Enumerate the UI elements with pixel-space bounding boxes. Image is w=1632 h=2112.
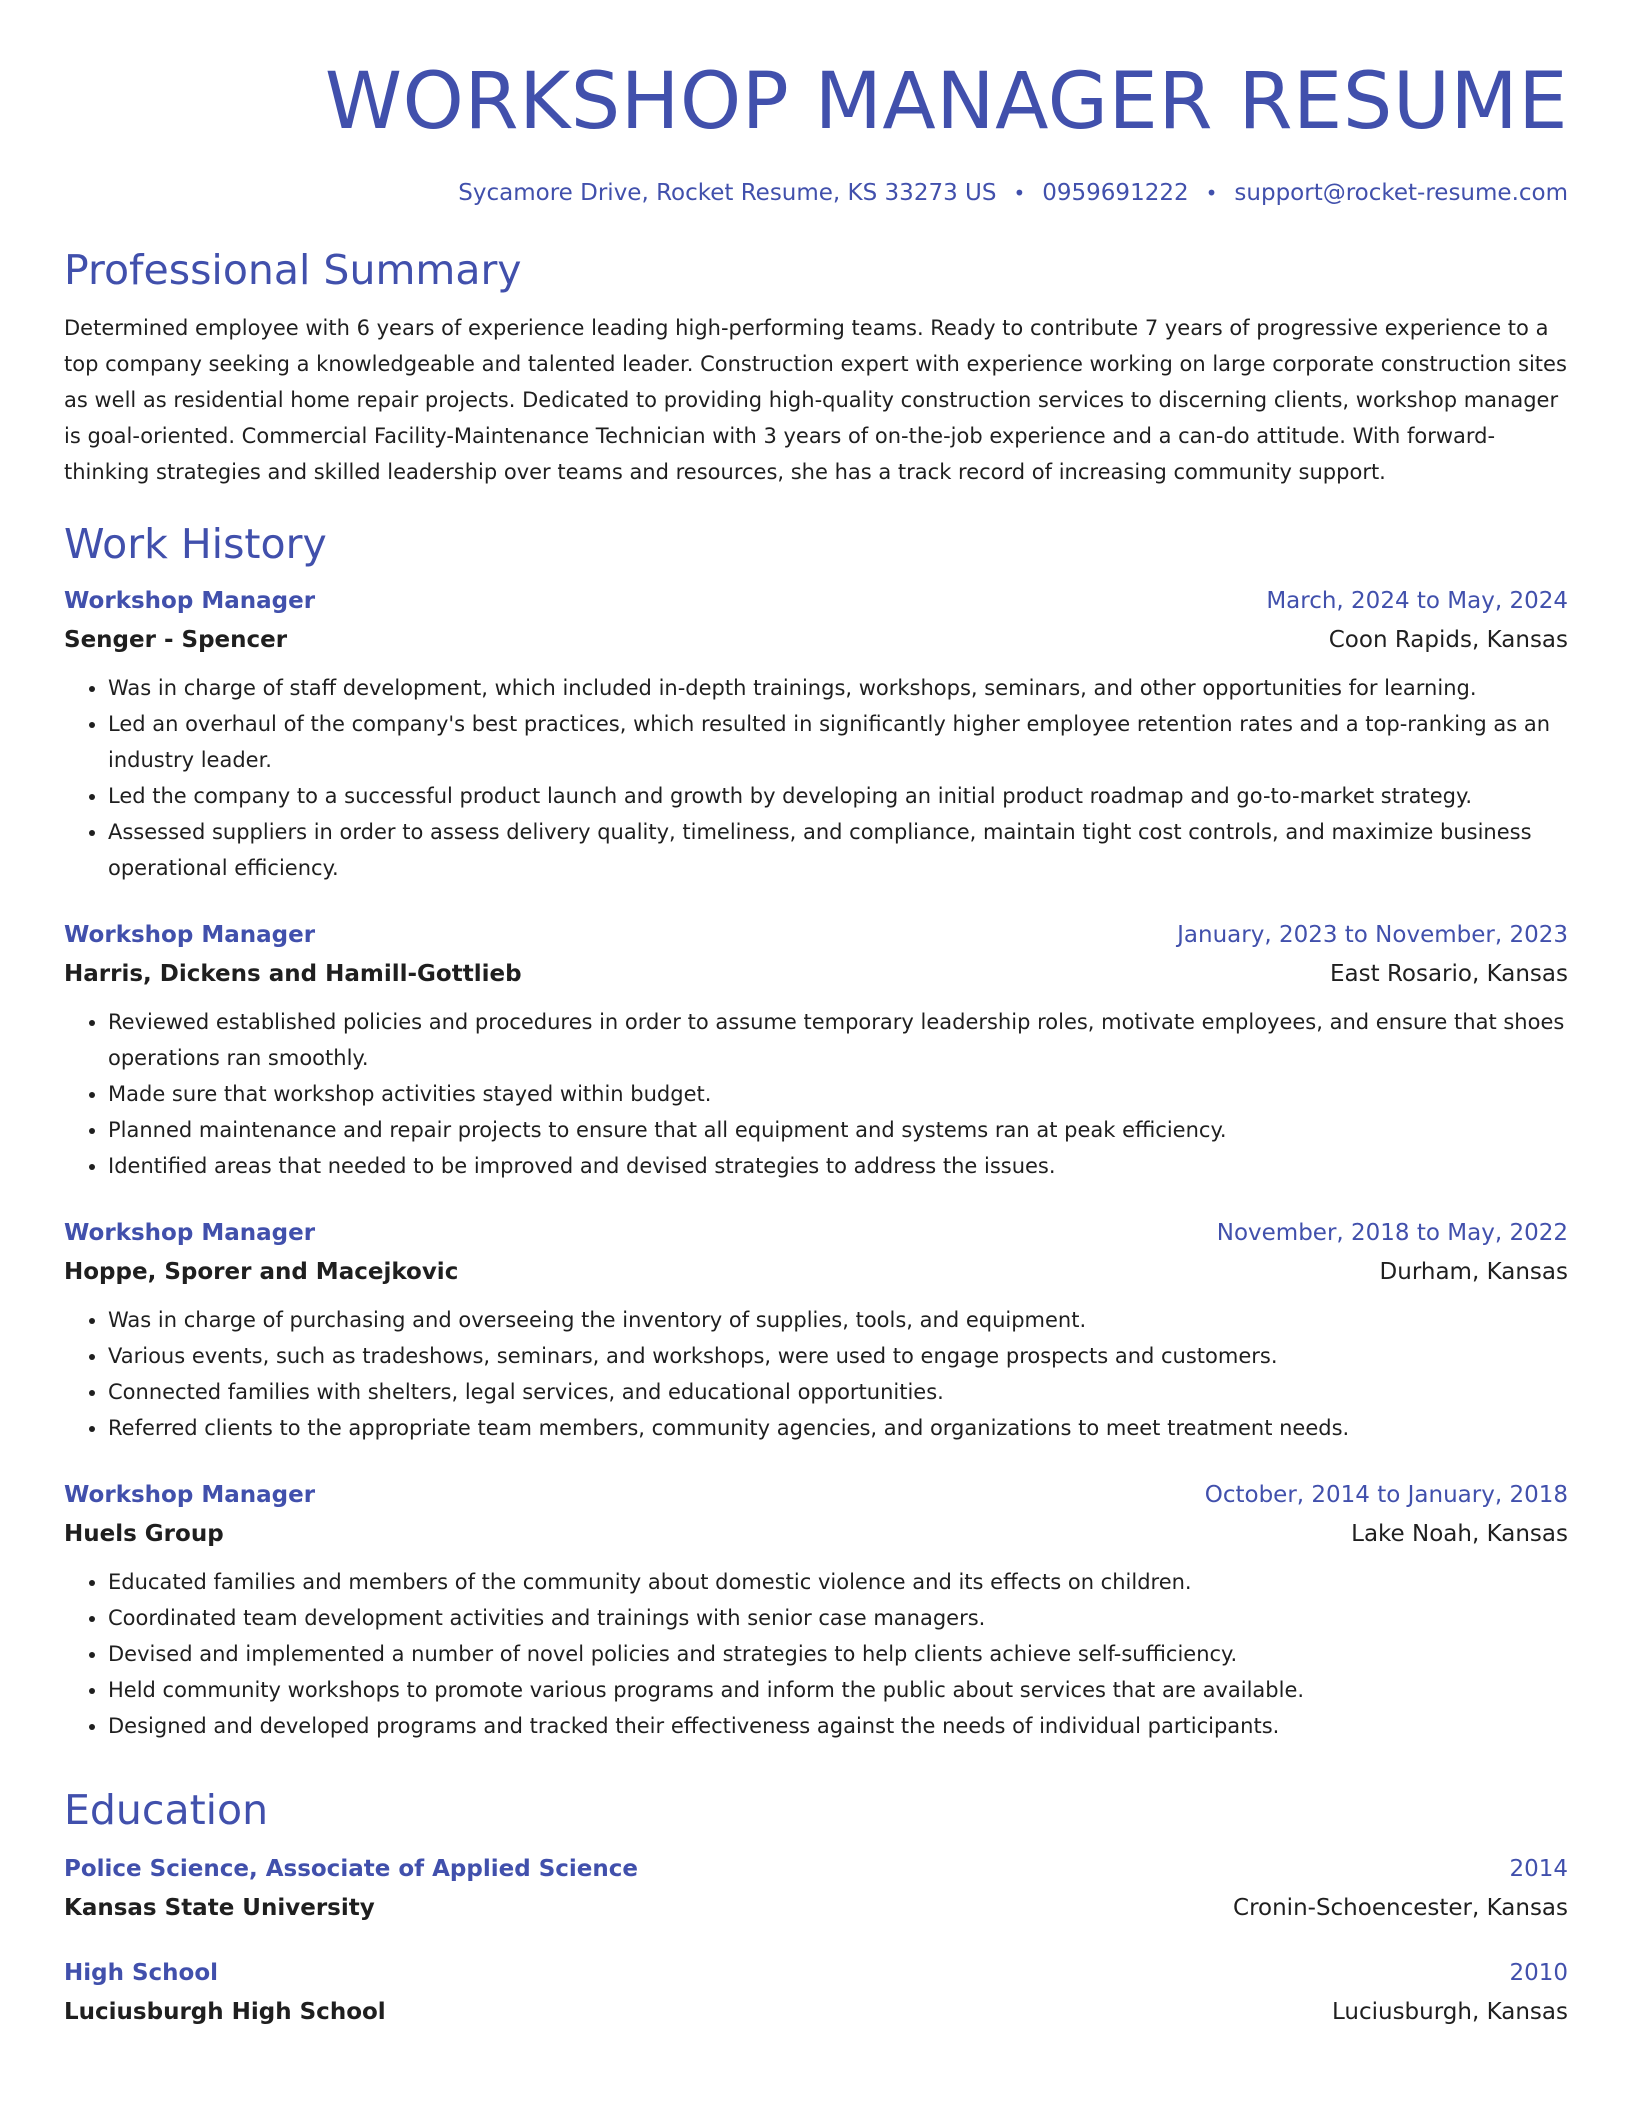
education-location: Cronin-Schoencester, Kansas: [1233, 1895, 1568, 1921]
job-header: [64, 582, 1568, 620]
job-header: [64, 916, 1568, 954]
job-bullet: • Planned maintenance and repair projects to ensure that all equipment and systems ran at peak efficiency.: [108, 1112, 1568, 1148]
education-subheader: [64, 1888, 1568, 1928]
contact-phone: 0959691222: [1042, 180, 1189, 206]
job-bullet-list: [64, 1564, 1568, 1744]
job-subheader: [64, 1252, 1568, 1292]
job-bullet: • Made sure that workshop activities stayed within budget.: [108, 1076, 1568, 1112]
education-subheader: [64, 1992, 1568, 2032]
job-bullet-list: [64, 1302, 1568, 1446]
job-header: [64, 1214, 1568, 1252]
job-bullet: • Educated families and members of the community about domestic violence and its effects on children.: [108, 1564, 1568, 1600]
contact-line: [64, 180, 1568, 206]
education-header: [64, 1850, 1568, 1888]
job-location: Lake Noah, Kansas: [1351, 1521, 1568, 1547]
job-bullet: • Led the company to a successful product launch and growth by developing an initial product roadmap and go-to-market strategy.: [108, 778, 1568, 814]
education-school: Luciusburgh High School: [64, 1999, 386, 2025]
job-location: East Rosario, Kansas: [1330, 961, 1568, 987]
job-subheader: [64, 1514, 1568, 1554]
contact-email: support@rocket-resume.com: [1234, 180, 1568, 206]
job-dates: November, 2018 to May, 2022: [1216, 1220, 1568, 1246]
job-bullet: • Led an overhaul of the company's best practices, which resulted in significantly higher employee retention rates and a top-ranking as an industry leader.: [108, 706, 1568, 778]
job-bullet: • Connected families with shelters, legal services, and educational opportunities.: [108, 1374, 1568, 1410]
education-entry: [64, 1954, 1568, 2032]
job-subheader: [64, 954, 1568, 994]
job-company: Senger - Spencer: [64, 627, 288, 653]
job-company: Hoppe, Sporer and Macejkovic: [64, 1259, 459, 1285]
education-heading: Education: [64, 1786, 269, 1834]
job-bullet: • Referred clients to the appropriate team members, community agencies, and organizations to meet treatment needs.: [108, 1410, 1568, 1446]
job-bullet: • Coordinated team development activities and trainings with senior case managers.: [108, 1600, 1568, 1636]
contact-separator: •: [1013, 181, 1026, 205]
job-title: Workshop Manager: [64, 1482, 316, 1508]
education-entry: [64, 1850, 1568, 1928]
job-entry: [64, 916, 1568, 1184]
job-header: [64, 1476, 1568, 1514]
job-bullet: • Reviewed established policies and procedures in order to assume temporary leadership roles, motivate employees, and ensure that shoes operations ran smoothly.: [108, 1004, 1568, 1076]
contact-address: Sycamore Drive, Rocket Resume, KS 33273 US: [458, 180, 997, 206]
job-bullet: • Held community workshops to promote various programs and inform the public about services that are available.: [108, 1672, 1568, 1708]
job-company: Huels Group: [64, 1521, 224, 1547]
job-bullet: • Was in charge of staff development, which included in-depth trainings, workshops, seminars, and other opportunities for learning.: [108, 670, 1568, 706]
job-bullet-list: [64, 1004, 1568, 1184]
education-year: 2014: [1509, 1856, 1568, 1882]
job-bullet: • Various events, such as tradeshows, seminars, and workshops, were used to engage prospects and customers.: [108, 1338, 1568, 1374]
education-year: 2010: [1509, 1960, 1568, 1986]
job-dates: January, 2023 to November, 2023: [1177, 922, 1568, 948]
education-degree: Police Science, Associate of Applied Science: [64, 1856, 638, 1882]
job-bullet-list: [64, 670, 1568, 886]
job-bullet: • Assessed suppliers in order to assess delivery quality, timeliness, and compliance, maintain tight cost controls, and maximize business operational efficiency.: [108, 814, 1568, 886]
job-location: Coon Rapids, Kansas: [1328, 627, 1568, 653]
job-location: Durham, Kansas: [1379, 1259, 1568, 1285]
job-entry: [64, 582, 1568, 886]
resume-title: WORKSHOP MANAGER RESUME: [324, 57, 1568, 147]
education-header: [64, 1954, 1568, 1992]
job-company: Harris, Dickens and Hamill-Gottlieb: [64, 961, 522, 987]
summary-text: Determined employee with 6 years of experience leading high-performing teams. Ready to contribute 7 years of progressive experience to a top company seeking a knowledgeable and talented leader. Construction expert with experience working on large corporate construction sites as well as residential home repair projects. Dedicated to providing high-quality construction services to discerning clients, workshop manager is goal-oriented. Commercial Facility-Maintenance Technician with 3 years of on-the-job experience and a can-do attitude. With forward-thinking strategies and skilled leadership over teams and resources, she has a track record of increasing community support.: [64, 316, 1567, 484]
job-bullet: • Designed and developed programs and tracked their effectiveness against the needs of individual participants.: [108, 1708, 1568, 1744]
job-title: Workshop Manager: [64, 588, 316, 614]
job-bullet: • Was in charge of purchasing and overseeing the inventory of supplies, tools, and equipment.: [108, 1302, 1568, 1338]
job-bullet: • Devised and implemented a number of novel policies and strategies to help clients achieve self-sufficiency.: [108, 1636, 1568, 1672]
job-entry: [64, 1476, 1568, 1744]
education-school: Kansas State University: [64, 1895, 375, 1921]
job-subheader: [64, 620, 1568, 660]
job-dates: October, 2014 to January, 2018: [1204, 1482, 1568, 1508]
job-title: Workshop Manager: [64, 922, 316, 948]
education-location: Luciusburgh, Kansas: [1331, 1999, 1568, 2025]
job-title: Workshop Manager: [64, 1220, 316, 1246]
job-entry: [64, 1214, 1568, 1446]
education-degree: High School: [64, 1960, 219, 1986]
job-dates: March, 2024 to May, 2024: [1266, 588, 1568, 614]
summary-heading: Professional Summary: [64, 246, 522, 294]
contact-separator: •: [1205, 181, 1218, 205]
work-history-heading: Work History: [64, 520, 327, 568]
job-bullet: • Identified areas that needed to be improved and devised strategies to address the issues.: [108, 1148, 1568, 1184]
